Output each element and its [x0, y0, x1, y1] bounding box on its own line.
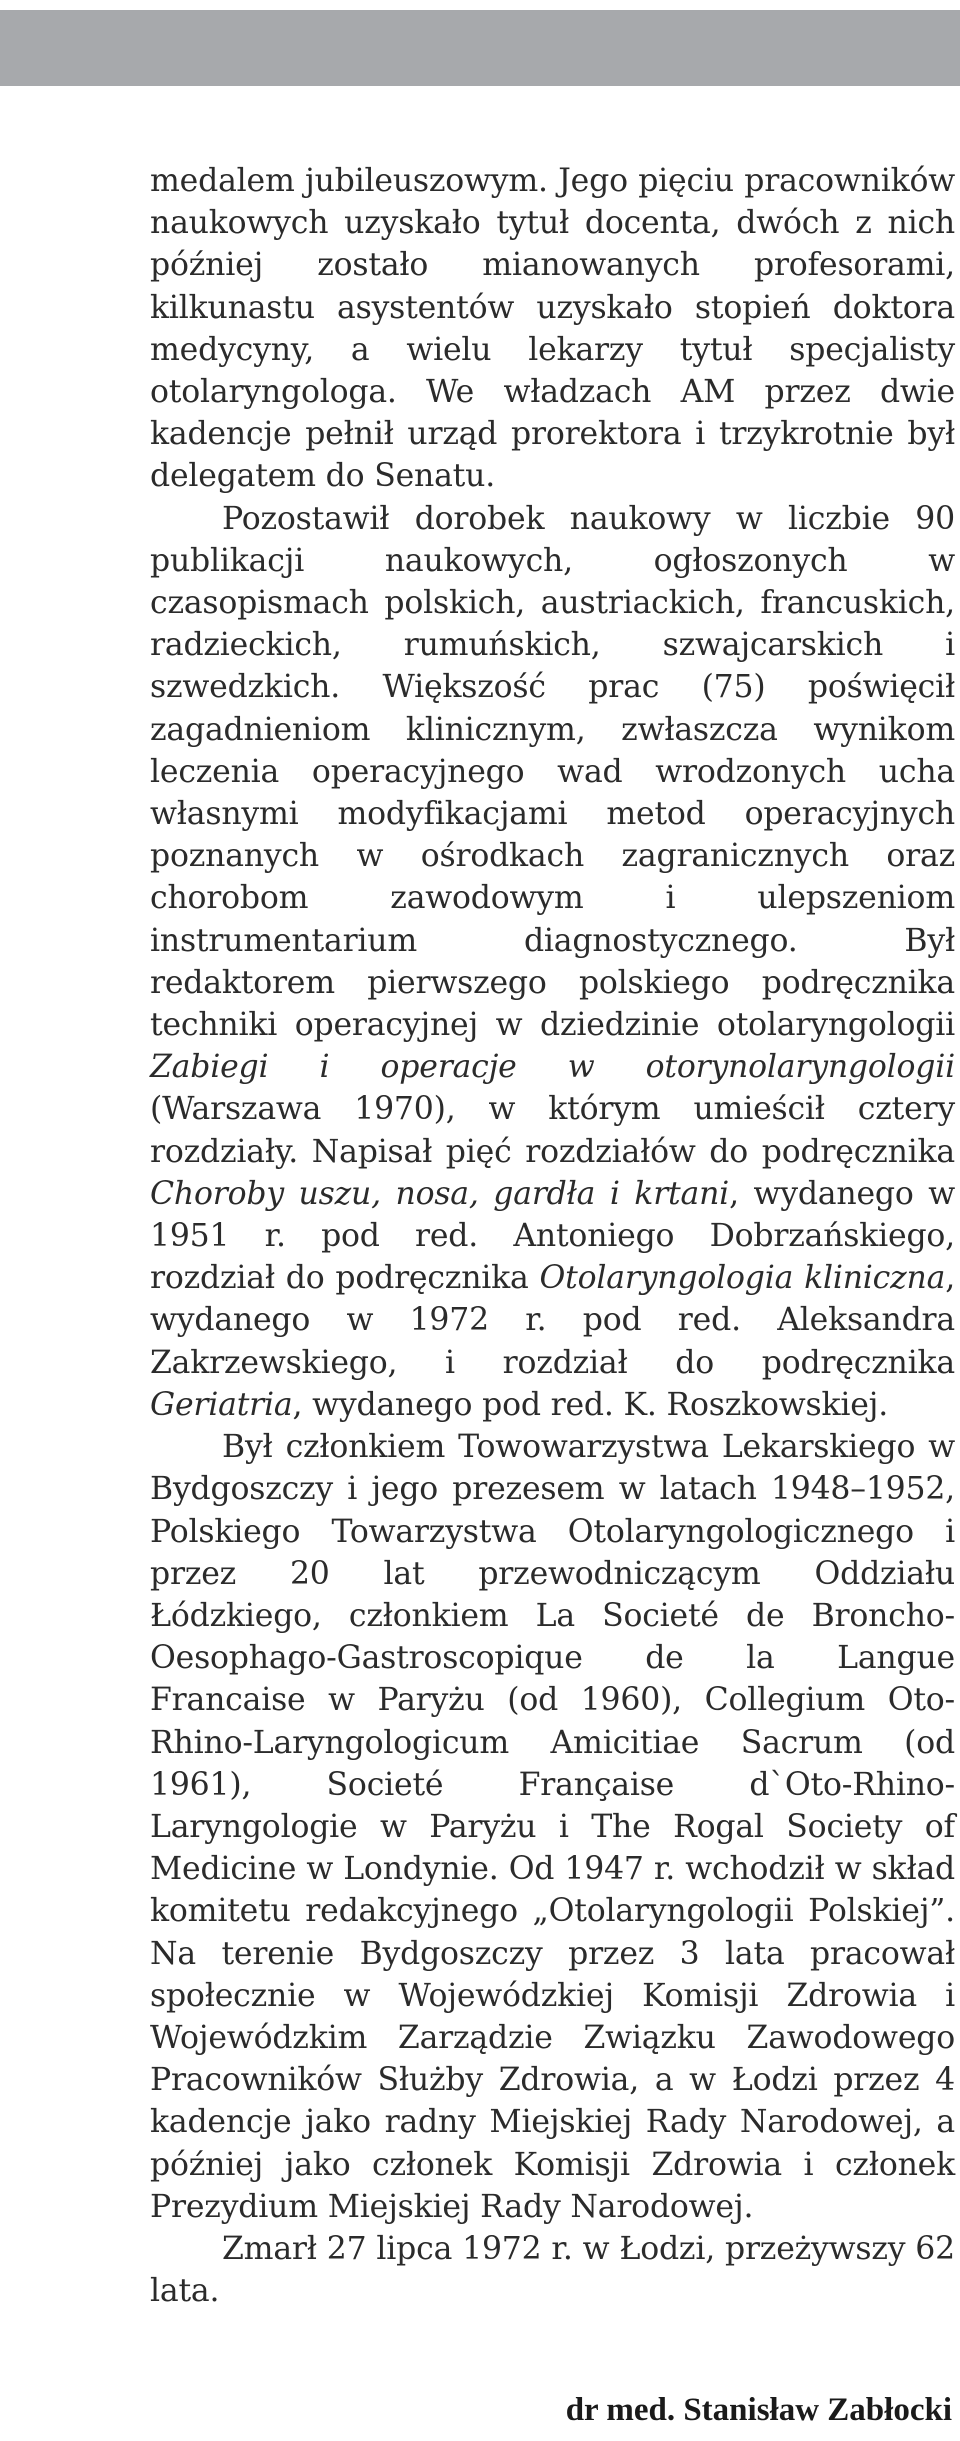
header-band	[0, 10, 960, 86]
paragraph-2-text-5: , wydanego pod red. K. Roszkowskiej.	[292, 1386, 889, 1423]
book-title-geriatria: Geriatria	[150, 1386, 293, 1423]
paragraph-2-text-2: (Warszawa 1970), w którym umieścił cztery rozdziały. Napisał pięć rozdziałów do podręcznika	[150, 1091, 955, 1170]
paragraph-1: medalem jubileuszowym. Jego pięciu pracowników naukowych uzyskało tytuł docenta, dwóch z nich później zostało mianowanych profesorami, kilkunastu asystentów uzyskało stopień doktora medycyny, a wielu lekarzy tytuł specjalisty otolaryngologa. We władzach AM przez dwie kadencje pełnił urząd prorektora i trzykrotnie był delegatem do Senatu.	[150, 163, 955, 495]
paragraph-2-text-4: , wydanego w 1972 r. pod red. Aleksandra Zakrzewskiego, i rozdział do podręcznika	[150, 1260, 956, 1381]
paragraph-2	[150, 498, 955, 1426]
article-body	[150, 160, 955, 2312]
book-title-otolaryngologia: Otolaryngologia kliniczna	[539, 1260, 946, 1297]
author-signature: dr med. Stanisław Zabłocki	[565, 2392, 952, 2428]
paragraph-2-text-3: , wydanego w 1951 r. pod red. Antoniego Dobrzańskiego, rozdział do podręcznika	[150, 1175, 955, 1297]
book-title-choroby: Choroby uszu, nosa, gardła i krtani	[150, 1175, 730, 1212]
paragraph-2-text-1: Pozostawił dorobek naukowy w liczbie 90 publikacji naukowych, ogłoszonych w czasopismach polskich, austriackich, francuskich, radzieckich, rumuńskich, szwajcarskich i szwedzkich. Większość prac (75) poświęcił zagadnieniom klinicznym, zwłaszcza wynikom leczenia operacyjnego wad wrodzonych ucha własnymi modyfikacjami metod operacyjnych poznanych w ośrodkach zagranicznych oraz chorobom zawodowym i ulepszeniom instrumentarium diagnostycznego. Był redaktorem pierwszego polskiego podręcznika techniki operacyjnej w dziedzinie otolaryngologii	[150, 500, 955, 1044]
book-title-zabiegi: Zabiegi i operacje w otorynolaryngologii	[150, 1049, 955, 1086]
paragraph-3: Był członkiem Towowarzystwa Lekarskiego w Bydgoszczy i jego prezesem w latach 1948–1952, Polskiego Towarzystwa Otolaryngologicznego i przez 20 lat przewodniczącym Oddziału Łódzkiego, członkiem La Societé de Broncho-Oesophago-Gastroscopique de la Langue Francaise w Paryżu (od 1960), Collegium Oto-Rhino-Laryngologicum Amicitiae Sacrum (od 1961), Societé Française d`Oto-Rhino-Laryngologie w Paryżu i The Rogal Society of Medicine w Londynie. Od 1947 r. wchodził w skład komitetu redakcyjnego „Otolaryngologii Polskiej”. Na terenie Bydgoszczy przez 3 lata pracował społecznie w Wojewódzkiej Komisji Zdrowia i Wojewódzkim Zarządzie Związku Zawodowego Pracowników Służby Zdrowia, a w Łodzi przez 4 kadencje jako radny Miejskiej Rady Narodowej, a później jako członek Komisji Zdrowia i członek Prezydium Miejskiej Rady Narodowej.	[150, 1429, 955, 2225]
paragraph-4: Zmarł 27 lipca 1972 r. w Łodzi, przeżywszy 62 lata.	[150, 2230, 955, 2310]
